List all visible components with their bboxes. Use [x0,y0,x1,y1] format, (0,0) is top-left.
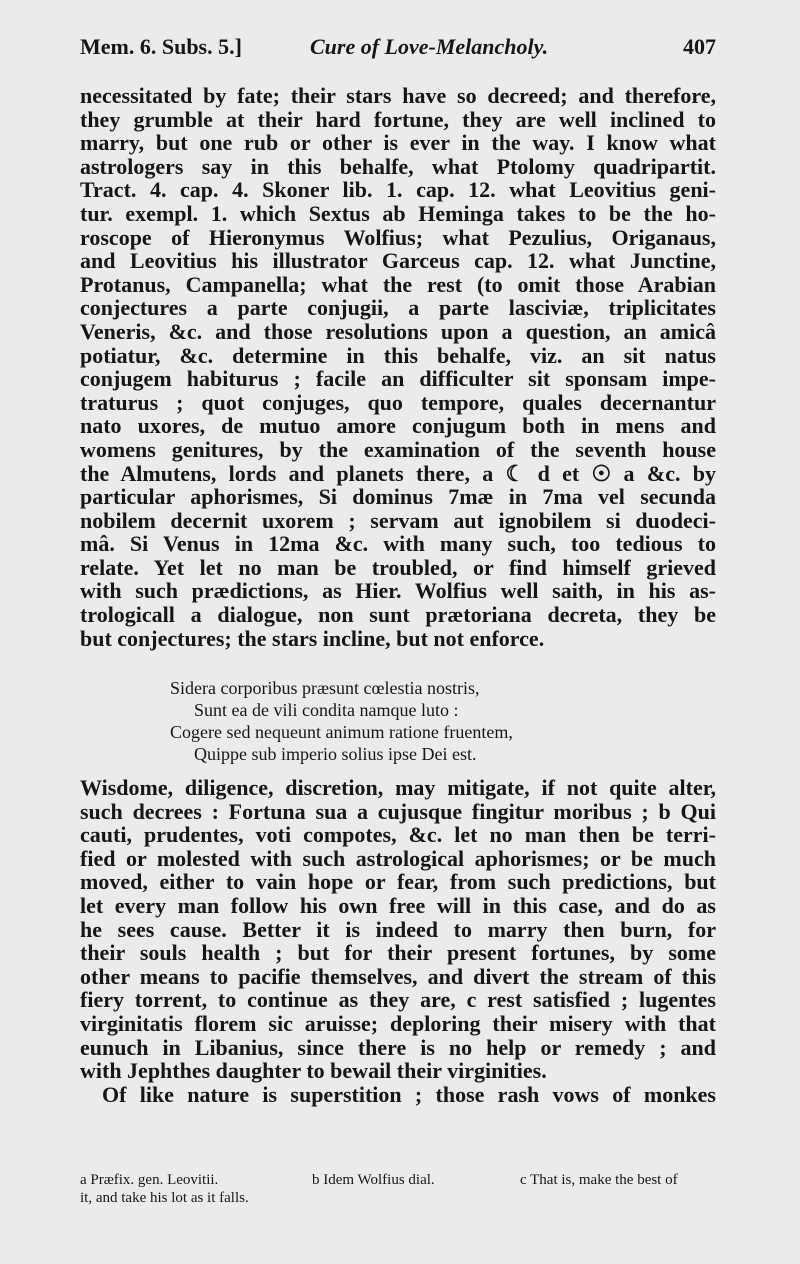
text-line: cauti, prudentes, voti compotes, &c. let no man then be terri- [80,822,716,848]
text-line: fied or molested with such astrological aphorismes; or be much [80,845,716,871]
running-title: Cure of Love-Melancholy. [310,34,549,59]
text-line: their souls health ; but for their present fortunes, by some [80,940,716,966]
text-line: and Leovitius his illustrator Garceus cap. 12. what Junctine, [80,248,716,274]
verse-line: Sunt ea de vili condita namque luto : [194,700,459,720]
text-line: with such prædictions, as Hier. Wolfius well saith, in his as- [80,578,716,604]
verse-line: Cogere sed nequeunt animum ratione fruentem, [170,722,513,742]
page-number: 407 [683,34,716,59]
verse-line: Quippe sub imperio solius ipse Dei est. [194,744,477,764]
text-line: other means to pacifie themselves, and divert the stream of this [80,963,716,989]
text-line: conjugem habiturus ; facile an difficulter sit sponsam impe- [80,366,716,392]
text-line: conjectures a parte conjugii, a parte lasciviæ, triplicitates [80,295,716,321]
text-line: Veneris, &c. and those resolutions upon a question, an amicâ [80,318,716,344]
running-header [80,34,716,66]
text-line: nobilem decernit uxorem ; servam aut ignobilem si duodeci- [80,507,716,533]
text-line: traturus ; quot conjuges, quo tempore, quales decernantur [80,389,716,415]
footnote-a: a Præfix. gen. Leovitii. [80,1172,219,1188]
paragraph-astrology [80,84,716,650]
text-line: virginitatis florem sic aruisse; deploring their misery with that [80,1010,716,1036]
footnote-c: c That is, make the best of [520,1172,678,1188]
text-line: tur. exempl. 1. which Sextus ab Heminga takes to be the ho- [80,200,716,226]
text-line: astrologers say in this behalfe, what Ptolomy quadripartit. [80,153,716,179]
text-line: nato uxores, de mutuo amore conjugum both in mens and [80,413,716,439]
text-line: but conjectures; the stars incline, but not enforce. [80,625,545,651]
footnote-c-continued: it, and take his lot as it falls. [80,1190,249,1206]
text-line: Protanus, Campanella; what the rest (to omit those Arabian [80,271,716,297]
text-line: marry, but one rub or other is ever in the way. I know what [80,130,716,156]
text-line: he sees cause. Better it is indeed to marry then burn, for [80,916,716,942]
paragraph-superstition: Of like nature is superstition ; those rash vows of monkes [102,1081,716,1107]
paragraph-wisdome [80,776,716,1106]
text-line: trologicall a dialogue, non sunt prætoriana decreta, they be [80,602,716,628]
text-line: with Jephthes daughter to bewail their virginities. [80,1058,547,1084]
text-line: relate. Yet let no man be troubled, or find himself grieved [80,554,716,580]
footnote-b: b Idem Wolfius dial. [312,1172,435,1188]
text-line: necessitated by fate; their stars have so decreed; and therefore, [80,83,716,108]
latin-verse [170,677,690,765]
text-line: particular aphorismes, Si dominus 7mæ in 7ma vel secunda [80,484,716,510]
section-reference: Mem. 6. Subs. 5.] [80,34,242,59]
text-line: roscope of Hieronymus Wolfius; what Pezulius, Origanaus, [80,224,716,250]
text-line: womens genitures, by the examination of the seventh house [80,436,716,462]
text-line: moved, either to vain hope or fear, from such predictions, but [80,869,716,895]
text-line: they grumble at their hard fortune, they are well inclined to [80,106,716,132]
text-line: potiatur, &c. determine in this behalfe, viz. an sit natus [80,342,716,368]
text-line: fiery torrent, to continue as they are, c rest satisfied ; lugentes [80,987,716,1013]
verse-line: Sidera corporibus præsunt cœlestia nostris, [170,678,480,698]
text-line: mâ. Si Venus in 12ma &c. with many such, too tedious to [80,531,716,557]
text-line: let every man follow his own free will in this case, and do as [80,892,716,918]
text-line: Wisdome, diligence, discretion, may mitigate, if not quite alter, [80,775,716,800]
text-line: eunuch in Libanius, since there is no help or remedy ; and [80,1034,716,1060]
text-line: Tract. 4. cap. 4. Skoner lib. 1. cap. 12. what Leovitius geni- [80,177,716,203]
text-line: such decrees : Fortuna sua a cujusque fingitur moribus ; b Qui [80,798,716,824]
text-line: the Almutens, lords and planets there, a ☾ d et ☉ a &c. by [80,460,716,486]
